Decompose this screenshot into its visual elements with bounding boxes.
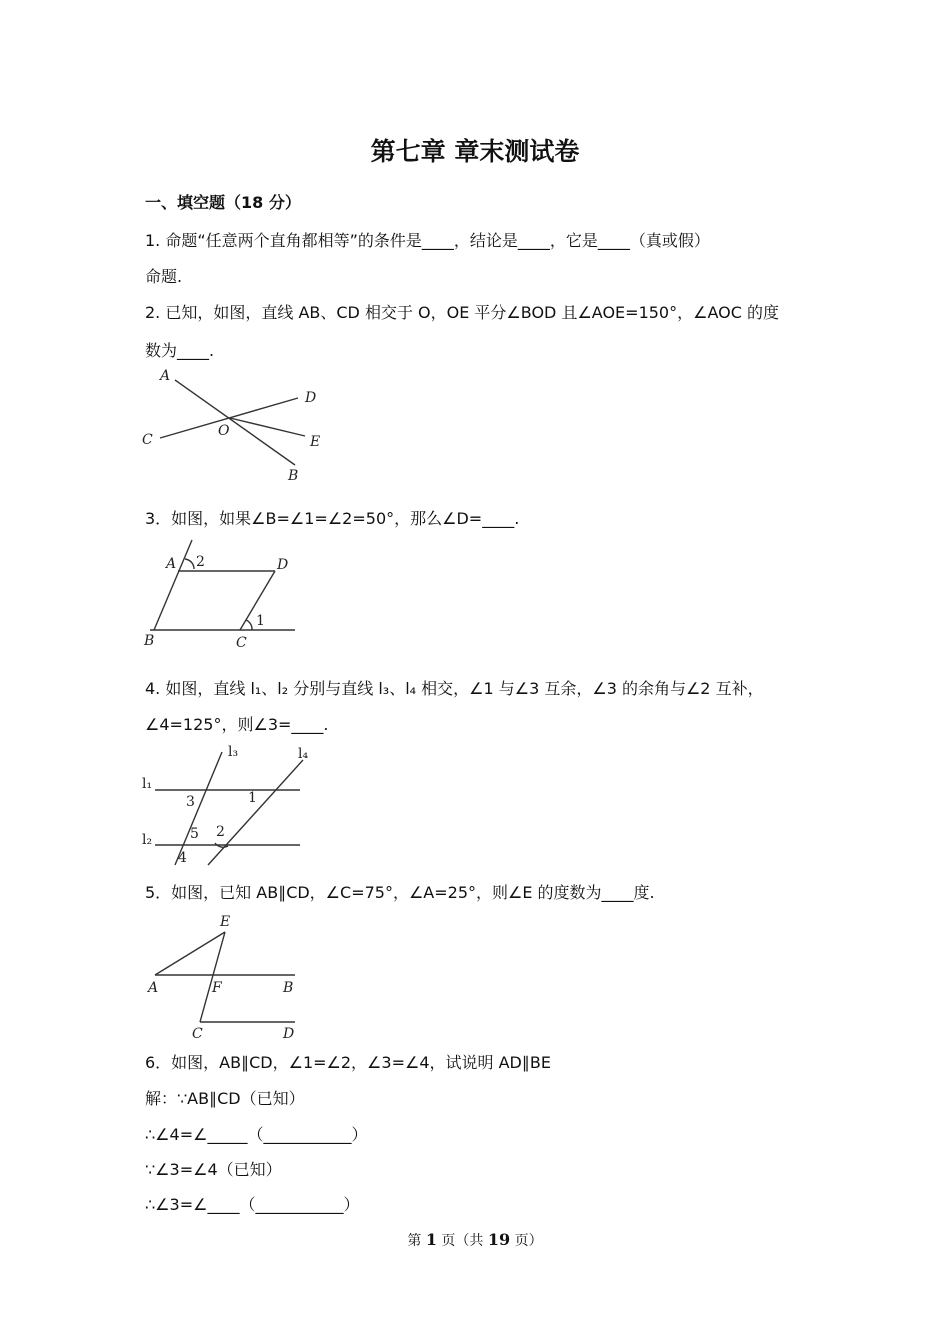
angle-2-label: 2 [196, 554, 205, 570]
point-b-label: B [288, 468, 299, 484]
angle-4-label: 4 [178, 850, 187, 866]
question-2-line-2: 数为____. [145, 341, 215, 360]
question-1-line-1: 1. 命题“任意两个直角都相等”的条件是____，结论是____，它是____（真或假） [145, 231, 710, 250]
question-5-line-1: 5．如图，已知 AB∥CD，∠C=75°，∠A=25°，则∠E 的度数为____度. [145, 883, 655, 902]
footer-page-number: 1 [425, 1230, 437, 1249]
point-b-label: B [144, 633, 155, 649]
angle-3-label: 3 [186, 794, 195, 810]
line-l3 [175, 752, 222, 865]
point-c-label: C [192, 1026, 203, 1042]
question-1-line-2: 命题. [145, 267, 183, 286]
footer-middle: 页（共 [436, 1233, 488, 1249]
line-ab [175, 380, 295, 465]
line-l4 [208, 760, 303, 865]
point-a-label: A [160, 368, 171, 384]
point-e-label: E [220, 914, 231, 930]
question-4-line-2: ∠4=125°，则∠3=____. [145, 715, 329, 734]
question-3-figure [140, 535, 305, 655]
point-d-label: D [283, 1026, 295, 1042]
line-l4-label: l₄ [298, 746, 309, 762]
page-footer [0, 1230, 950, 1250]
footer-suffix: 页） [510, 1233, 543, 1249]
angle-1-arc [246, 620, 252, 630]
question-6-line-5: ∴∠3=∠____（___________） [145, 1195, 360, 1214]
question-4-figure [140, 740, 315, 870]
angle-2-arc [185, 559, 194, 569]
question-6-line-1: 6．如图，AB∥CD，∠1=∠2，∠3=∠4，试说明 AD∥BE [145, 1053, 551, 1072]
footer-prefix: 第 [407, 1233, 426, 1249]
question-4-line-1: 4. 如图，直线 l₁、l₂ 分别与直线 l₃、l₄ 相交，∠1 与∠3 互余，∠3 的余角与∠2 互补， [145, 679, 764, 698]
question-6-line-4: ∵∠3=∠4（已知） [145, 1160, 282, 1179]
point-e-label: E [310, 434, 321, 450]
line-l2-label: l₂ [142, 832, 153, 848]
question-5-figure [140, 910, 310, 1045]
point-c-label: C [142, 432, 153, 448]
angle-5-label: 5 [190, 826, 199, 842]
angle-1-label: 1 [256, 613, 265, 629]
footer-total-pages: 19 [487, 1230, 511, 1249]
angle-2-label: 2 [216, 824, 225, 840]
point-c-label: C [236, 635, 247, 651]
question-2-line-1: 2. 已知，如图，直线 AB、CD 相交于 O，OE 平分∠BOD 且∠AOE=150°，∠AOC 的度 [145, 303, 779, 322]
point-b-label: B [283, 980, 294, 996]
point-a-label: A [166, 556, 177, 572]
question-3-line-1: 3．如图，如果∠B=∠1=∠2=50°，那么∠D=____. [145, 509, 520, 528]
point-o-label: O [218, 423, 230, 439]
line-l1-label: l₁ [142, 776, 153, 792]
point-f-label: F [212, 980, 222, 996]
question-6-line-2: 解：∵AB∥CD（已知） [145, 1089, 305, 1108]
angle-1-label: 1 [248, 790, 257, 806]
point-d-label: D [305, 390, 317, 406]
section-heading-fill-in: 一、填空题（18 分） [145, 193, 301, 212]
question-6-line-3: ∴∠4=∠_____（___________） [145, 1125, 368, 1144]
question-2-figure [140, 360, 340, 485]
point-d-label: D [277, 557, 289, 573]
point-a-label: A [148, 980, 159, 996]
page-title: 第七章 章末测试卷 [370, 137, 580, 166]
line-l3-label: l₃ [228, 744, 239, 760]
line-ab-extended [154, 540, 192, 630]
